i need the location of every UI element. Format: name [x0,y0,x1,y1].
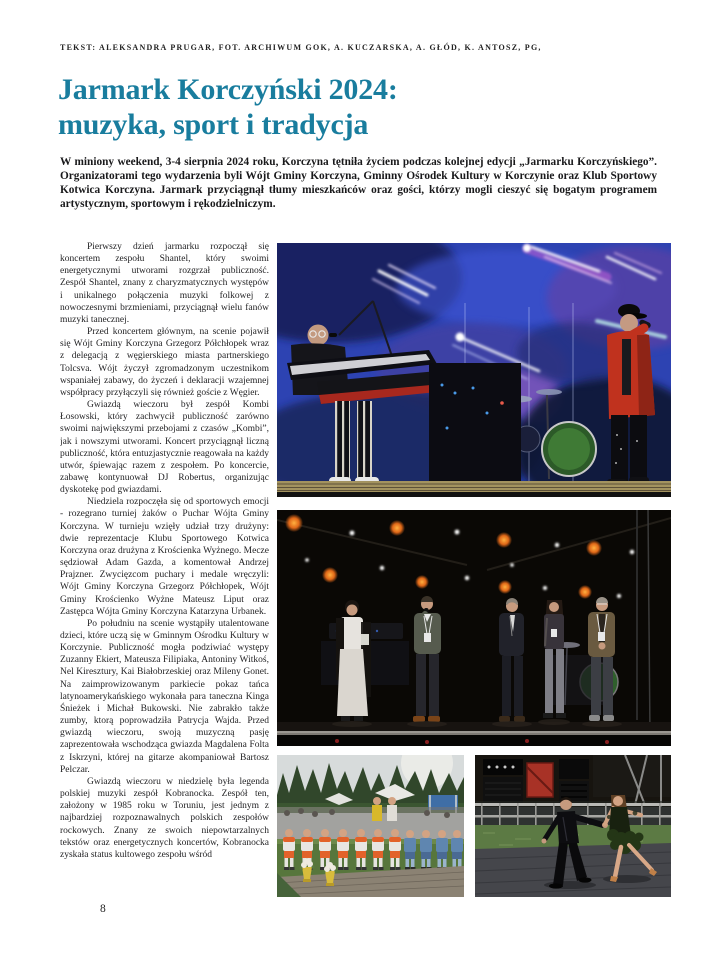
photo-dance-couple [475,755,671,897]
page-title [58,72,658,142]
photo-officials-stage [277,510,671,746]
body-paragraph: Gwiazdą wieczoru był zespół Kombi Łosowski, który zachwycił publiczność zarówno swoimi największymi przebojami z czasów „Kombi”, jak i nowszymi utworami. Koncert przyciągnął liczną publiczność, która entuzjastycznie reagowała na każdy utwór, śpiewając razem z zespołem. Po koncercie, zabawę kontynuował DJ Robertus, organizując dyskotekę pod gwiazdami. [60,400,269,496]
article-column [60,241,269,907]
title-line-1: Jarmark Korczyński 2024: [58,73,398,106]
lead-paragraph: W miniony weekend, 3-4 sierpnia 2024 roku, Korczyna tętniła życiem podczas kolejnej edycji „Jarmarku Korczyńskiego”. Organizatorami tego wydarzenia byli Wójt Gminy Korczyna, Gminny Ośrodek Kultury w Korczynie oraz Klub Sportowy Kotwica Korczyna. Jarmark przyciągnął tłumy mieszkańców oraz gości, którzy mogli cieszyć się bogatym programem artystycznym, sportowym i rękodzielniczym. [60,156,657,210]
title-line-2: muzyka, sport i tradycja [58,108,369,141]
byline: TEKST: ALEKSANDRA PRUGAR, FOT. ARCHIWUM GOK, A. KUCZARSKA, A. GŁÓD, K. ANTOSZ, PG, [60,43,542,52]
body-paragraph: Pierwszy dzień jarmarku rozpoczął się koncertem zespołu Shantel, który swoimi energetycznymi utworami rozgrzał publiczność. Zespół Shantel, znany z charyzmatycznych występów i unikalnego połączenia muzyki folkowej z nowoczesnymi brzmieniami, przyciągnął wielu fanów muzyki tanecznej. [60,242,269,325]
body-paragraph: Gwiazdą wieczoru w niedzielę była legenda polskiej muzyki zespół Kobranocka. Zespół ten, założony w 1985 roku w Toruniu, jest jednym z najbardziej rozpoznawalnych polskich zespołów rockowych. Znany ze swoich niepowtarzalnych tekstów oraz energetycznych koncertów, Kobranocka zyskała status kultowego zespołu wśród [60,776,269,860]
photo-youth-teams [277,755,464,897]
body-paragraph: Niedziela rozpoczęła się od sportowych emocji - rozegrano turniej żaków o Puchar Wójta Gminy Korczyna. W turnieju wzięły udział trzy drużyny: dwie reprezentacje Klubu Sportowego Kotwica Korczyna oraz drużyna z Krościenka Wyżnego. Mecze sędziował Adam Gazda, a komentował Andrzej Prajzner. Zwycięzcom puchary i medale wręczyli: Wójt Gminy Korczyna Grzegorz Półchłopek, Wójt Gminy Krościenko Wyżne Mateusz Liput oraz Zastępca Wójta Gminy Korczyna Katarzyna Urbanek. [60,497,269,617]
body-paragraph: Przed koncertem głównym, na scenie pojawił się Wójt Gminy Korczyna Grzegorz Półchłopek wraz z delegacją z węgierskiego miasta partnerskiego Tolcsva. Wójt życzył zgromadzonym uczestnikom wspaniałej zabawy, do życzeń i deklaracji wzajemnej współpracy przyłączyli się również goście z Węgier. [60,327,269,398]
photo-concert-stage [277,243,671,497]
page-number: 8 [100,903,106,915]
body-paragraph: Po południu na scenie wystąpiły utalentowane dzieci, które uczą się w Gminnym Ośrodku Kultury w Korczynie. Publiczność mogła podziwiać występy Zuzanny Ekiert, Mateusza Filipiaka, Antoniny Witkoś, Nel Kiresztury, Kai Białobrzeskiej oraz Mileny Gonet. Na zaimprowizowanym parkiecie pokaz tańca latynoamerykańskiego wykonała para taneczna Kinga Śnieżek i Michał Bukowski. Nie zabrakło także zumby, ktorą poprowadziła Patrycja Wajda. Przed gwiazdą wieczoru, swoją muzyczną pasję zaprezentowała wschodząca gwiazda Magdalena Folta z Iskrzyni, której na gitarze akompaniował Bartosz Pelczar. [60,618,269,775]
